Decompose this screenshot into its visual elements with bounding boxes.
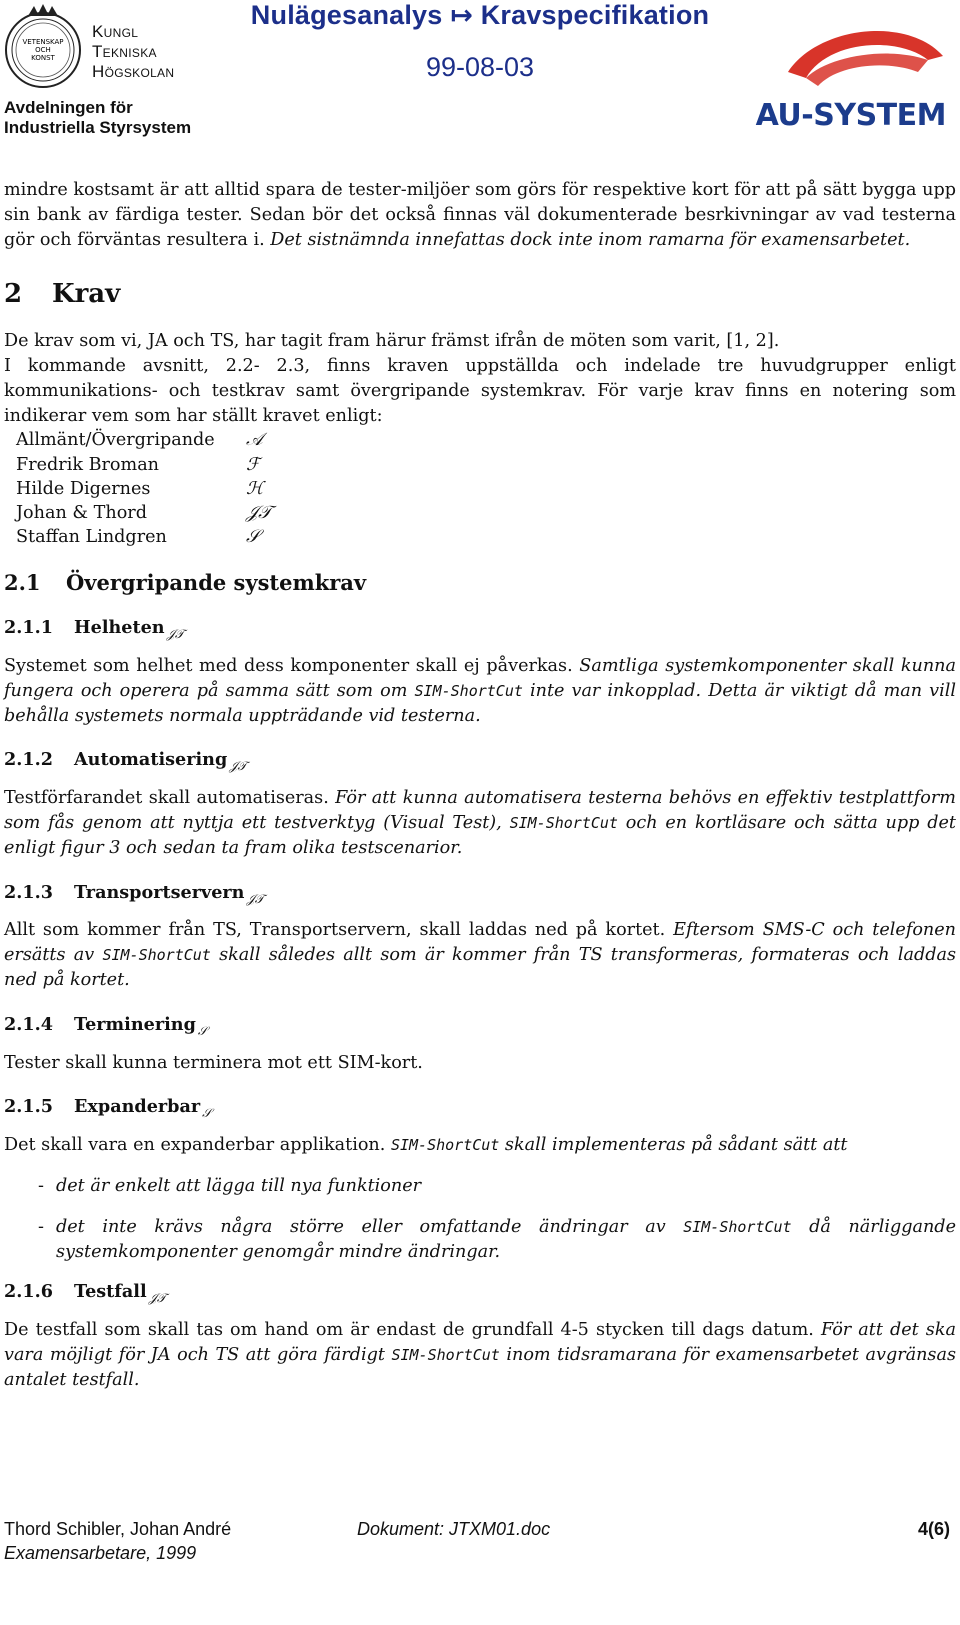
page-header xyxy=(0,0,960,150)
bullet-text: det inte krävs några större eller omfattande ändringar av xyxy=(56,1216,684,1237)
author-name: Staffan Lindgren xyxy=(16,527,167,548)
italic-text: För att det ska vara möjligt för JA och TS att göra färdigt xyxy=(4,1320,956,1365)
requirement-text xyxy=(4,1318,956,1392)
paragraph: De krav som vi, JA och TS, har tagit fram härur främst ifrån de möten som varit, [1, 2]. xyxy=(4,331,780,352)
section-number: 2 xyxy=(4,279,23,310)
table-row xyxy=(16,453,272,477)
plain-text: Systemet som helhet med dess komponenter skall ej påverkas. xyxy=(4,655,580,676)
requirement-heading xyxy=(4,1280,956,1306)
requirement-author-code: 𝒥𝒯 xyxy=(229,759,247,774)
italic-text: Eftersom SMS-C och telefonen ersätts av xyxy=(4,920,957,966)
list-item xyxy=(4,1174,956,1199)
svg-text:KONST: KONST xyxy=(31,54,55,62)
requirement-number: 2.1.2 xyxy=(4,749,53,771)
requirement-number: 2.1.6 xyxy=(4,1281,53,1303)
code-text: SIM-ShortCut xyxy=(102,946,211,965)
italic-text: inte var inkopplad. Detta är viktigt då man vill behålla systemets normala uppträdande vid testerna. xyxy=(4,680,956,726)
plain-text: Testförfarandet skall automatiseras. xyxy=(4,788,336,809)
subsection-number: 2.1 xyxy=(4,570,41,596)
requirement-bullet-list xyxy=(4,1174,956,1264)
requirement-author-code: 𝒥𝒯 xyxy=(148,1291,167,1306)
intro-text: mindre kostsamt är att alltid spara de tester-miljöer som görs för respektive kort för att på sätt bygga upp sin bank av färdiga tester. Sedan bör det också finnas väl dokumenterade besrkivningar av vad testerna gör och förväntas resultera i. xyxy=(4,180,956,250)
table-row xyxy=(16,428,272,452)
requirement-heading xyxy=(4,748,956,774)
requirement-number: 2.1.4 xyxy=(4,1013,53,1035)
page-footer xyxy=(0,1517,960,1617)
footer-authors xyxy=(4,1517,231,1565)
requirement-author-code: 𝒥𝒯 xyxy=(246,891,264,906)
requirement-title: Helheten xyxy=(74,617,165,639)
requirement-title: Testfall xyxy=(74,1281,147,1303)
requirement-number: 2.1.5 xyxy=(4,1096,53,1118)
author-name: Johan & Thord xyxy=(16,502,147,523)
italic-text: skall implementeras på sådant sätt att xyxy=(499,1135,848,1156)
document-body xyxy=(4,178,956,1393)
requirement-heading xyxy=(4,616,956,642)
requirement-text: Tester skall kunna terminera mot ett SIM-kort. xyxy=(4,1052,423,1073)
requirement-heading xyxy=(4,881,956,907)
requirement-text xyxy=(4,1133,956,1158)
author-code: ℋ xyxy=(246,478,264,499)
requirement-title: Terminering xyxy=(74,1013,196,1035)
author-code: 𝒥𝒯 xyxy=(246,502,272,523)
requirement-author-code: 𝒮 xyxy=(197,1023,208,1038)
requirement-author-table xyxy=(16,428,272,549)
italic-text: och en kortläsare och sätta upp det enligt figur 3 och sedan ta fram olika testscenarior. xyxy=(4,812,956,858)
plain-text: De testfall som skall tas om hand om är endast de grundfall 4-5 stycken till dags datum. xyxy=(4,1320,821,1341)
kth-name-line: Kungl xyxy=(92,22,139,41)
kth-name-line: Högskolan xyxy=(92,62,175,81)
table-row xyxy=(16,477,272,501)
page-number: 4(6) xyxy=(917,1519,950,1539)
company-name: AU-SYSTEM xyxy=(755,98,946,133)
table-row xyxy=(16,501,272,525)
requirement-heading xyxy=(4,1013,956,1039)
bullet-text: då närliggande systemkomponenter genomgår mindre ändringar. xyxy=(56,1216,956,1262)
svg-text:OCH: OCH xyxy=(35,46,51,54)
author-code: 𝒮 xyxy=(246,527,260,548)
svg-text:VETENSKAP: VETENSKAP xyxy=(22,38,64,46)
italic-text: För att kunna automatisera testerna behövs en effektiv testplattform som fås genom att nyttja ett testverktyg (Visual Test), xyxy=(4,788,956,833)
code-text: SIM-ShortCut xyxy=(391,1345,500,1364)
requirement-title: Automatisering xyxy=(74,749,228,771)
intro-italic: Det sistnämnda innefattas dock inte inom ramarna för examensarbetet. xyxy=(270,229,911,250)
code-text: SIM-ShortCut xyxy=(683,1217,792,1236)
italic-text: inom tidsramarana för examensarbetet avgränsas antalet testfall. xyxy=(4,1344,956,1390)
code-text: SIM-ShortCut xyxy=(390,1136,500,1155)
kth-name-line: Tekniska xyxy=(92,42,157,61)
subsection-heading xyxy=(4,571,956,596)
department-line: Industriella Styrsystem xyxy=(4,118,192,137)
italic-text: skall således allt som är kommer från TS transformeras, formateras och laddas ned på kortet. xyxy=(4,945,957,990)
requirement-author-code: 𝒮 xyxy=(202,1106,212,1121)
code-text: SIM-ShortCut xyxy=(509,813,618,832)
plain-text: Det skall vara en expanderbar applikation. xyxy=(4,1135,391,1156)
section-title: Krav xyxy=(52,279,121,310)
requirement-number: 2.1.1 xyxy=(4,617,53,639)
requirement-title: Expanderbar xyxy=(74,1096,201,1118)
author-name: Fredrik Broman xyxy=(16,454,160,475)
author-name: Allmänt/Övergripande xyxy=(16,430,215,451)
author-code: ℱ xyxy=(246,454,260,475)
table-row xyxy=(16,525,272,549)
subsection-title: Övergripande systemkrav xyxy=(66,570,367,596)
bullet-text: det är enkelt att lägga till nya funktioner xyxy=(56,1175,422,1196)
plain-text: Allt som kommer från TS, Transportservern, skall laddas ned på kortet. xyxy=(4,920,674,941)
document-title: Nulägesanalys ↦ Kravspecifikation xyxy=(250,0,710,30)
requirement-author-code: 𝒥𝒯 xyxy=(166,627,185,642)
list-item xyxy=(4,1215,956,1265)
intro-paragraph xyxy=(4,178,956,252)
footer-subtitle: Examensarbetare, 1999 xyxy=(4,1543,197,1563)
requirement-text xyxy=(4,654,956,728)
requirement-heading xyxy=(4,1095,956,1121)
section-heading-krav xyxy=(4,279,956,310)
requirement-title: Transportservern xyxy=(74,881,245,903)
requirement-text xyxy=(4,918,956,992)
author-name: Hilde Digernes xyxy=(16,478,151,499)
department-name xyxy=(4,98,191,138)
paragraph: I kommande avsnitt, 2.2- 2.3, finns kraven uppställda och indelade tre huvudgrupper enligt kommunikations- och testkrav samt övergripande systemkrav. För varje krav finns en notering som indikerar vem som har ställt kravet enligt: xyxy=(4,355,956,426)
footer-author-names: Thord Schibler, Johan André xyxy=(4,1519,232,1539)
footer-document-name: Dokument: JTXM01.doc xyxy=(357,1519,551,1539)
author-code: 𝒜 xyxy=(246,430,263,451)
italic-text: Samtliga systemkomponenter skall kunna fungera och operera på samma sätt som om xyxy=(4,655,956,701)
requirement-text xyxy=(4,786,956,860)
department-line: Avdelningen för xyxy=(4,98,133,117)
requirement-number: 2.1.3 xyxy=(4,881,53,903)
code-text: SIM-ShortCut xyxy=(414,681,523,700)
document-date: 99-08-03 xyxy=(425,52,535,82)
